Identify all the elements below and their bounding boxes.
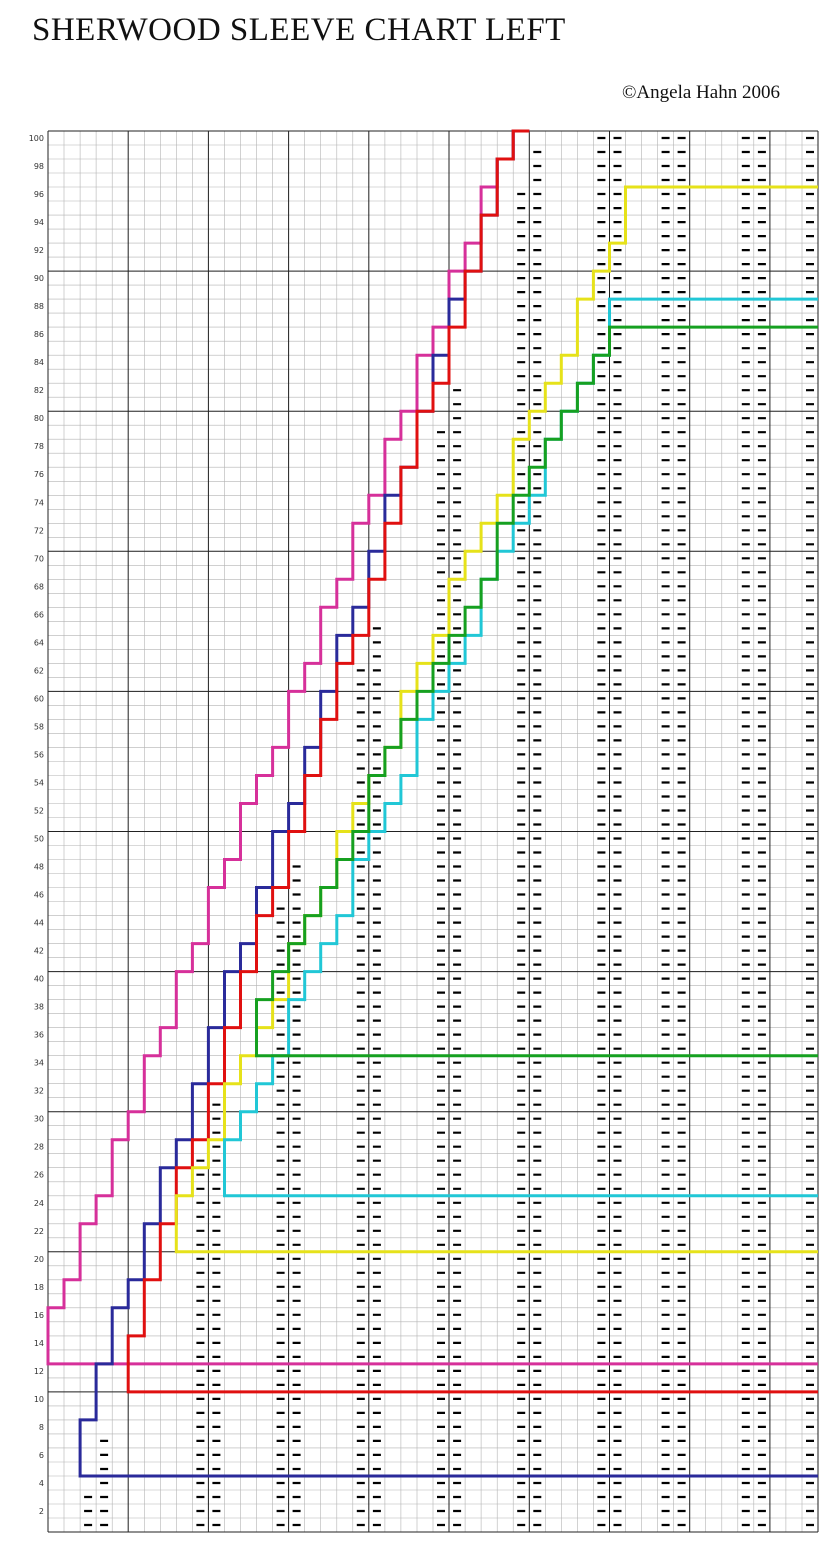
- row-label: 14: [33, 1338, 44, 1348]
- row-label: 30: [33, 1114, 44, 1124]
- row-label: 48: [33, 862, 44, 872]
- row-label: 24: [33, 1198, 44, 1208]
- row-label: 34: [33, 1058, 44, 1068]
- row-label: 32: [33, 1086, 44, 1096]
- row-label: 42: [33, 946, 44, 956]
- row-labels: [29, 134, 44, 1516]
- row-label: 86: [33, 330, 44, 340]
- row-label: 26: [33, 1170, 44, 1180]
- copyright-note: ©Angela Hahn 2006: [622, 82, 780, 103]
- row-label: 46: [33, 890, 44, 900]
- row-label: 12: [33, 1366, 44, 1376]
- row-label: 72: [33, 526, 44, 536]
- row-label: 2: [38, 1507, 44, 1516]
- row-label: 90: [33, 274, 44, 284]
- row-label: 92: [33, 246, 44, 256]
- row-label: 22: [33, 1226, 44, 1236]
- row-label: 38: [33, 1002, 44, 1012]
- row-label: 80: [33, 414, 44, 424]
- row-label: 62: [33, 666, 44, 676]
- row-label: 52: [33, 806, 44, 816]
- row-label: 60: [33, 694, 44, 704]
- chart-title: SHERWOOD SLEEVE CHART LEFT: [32, 12, 566, 48]
- row-label: 44: [33, 918, 44, 928]
- row-label: 76: [33, 470, 44, 480]
- row-label: 20: [33, 1254, 44, 1264]
- row-label: 66: [33, 610, 44, 620]
- row-label: 4: [38, 1479, 44, 1488]
- row-label: 18: [33, 1282, 44, 1292]
- row-label: 50: [33, 834, 44, 844]
- row-label: 64: [33, 638, 44, 648]
- row-label: 58: [33, 722, 44, 732]
- row-label: 78: [33, 442, 44, 452]
- row-label: 56: [33, 750, 44, 760]
- row-label: 82: [33, 386, 44, 396]
- row-label: 6: [38, 1450, 44, 1460]
- row-label: 88: [33, 302, 44, 312]
- row-label: 98: [33, 162, 44, 171]
- row-label: 54: [33, 778, 44, 788]
- row-label: 28: [33, 1142, 44, 1152]
- row-label: 94: [33, 218, 44, 228]
- row-label: 84: [33, 358, 44, 368]
- row-label: 100: [28, 134, 44, 143]
- row-label: 16: [33, 1310, 44, 1320]
- row-label: 74: [33, 498, 44, 508]
- row-label: 40: [33, 974, 44, 984]
- row-label: 36: [33, 1030, 44, 1040]
- row-label: 70: [33, 554, 44, 564]
- row-label: 96: [33, 190, 44, 199]
- row-label: 10: [33, 1394, 44, 1404]
- row-label: 8: [38, 1422, 44, 1432]
- row-label: 68: [33, 582, 44, 592]
